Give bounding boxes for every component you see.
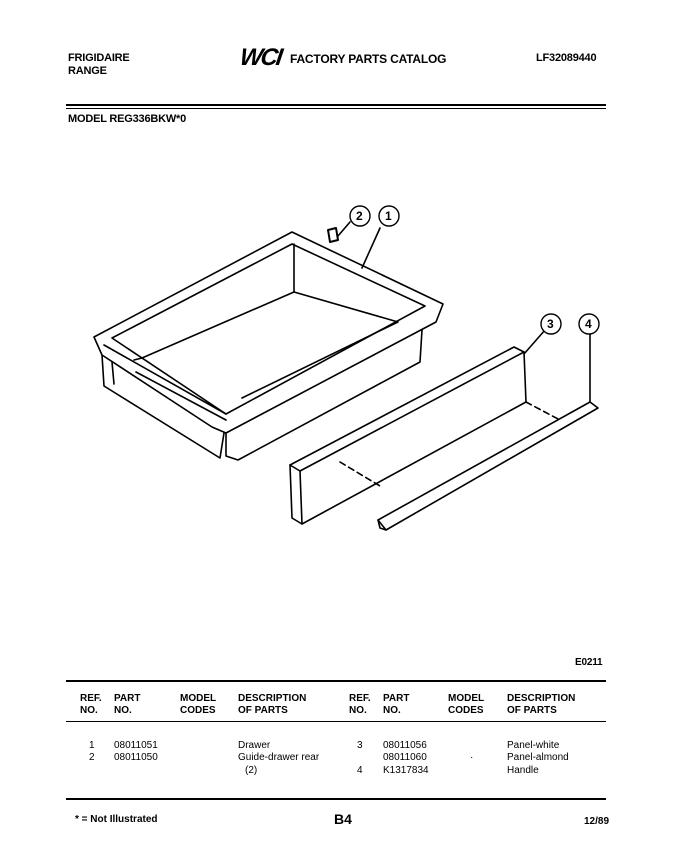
header-part-no: NO. xyxy=(114,705,132,716)
table-rule-header xyxy=(66,721,606,722)
header-part: PART xyxy=(383,693,410,704)
panel-part xyxy=(290,347,526,524)
page-number: B4 xyxy=(334,811,352,827)
figure-code: E0211 xyxy=(575,657,603,668)
table-rule-top xyxy=(66,680,606,682)
part-no: 08011051 xyxy=(114,740,158,751)
part-description: Drawer xyxy=(238,740,271,751)
part-no: 08011050 xyxy=(114,752,158,763)
header-desc: DESCRIPTION xyxy=(238,693,307,704)
header-model-codes: CODES xyxy=(448,705,484,716)
part-no: 08011060 xyxy=(383,752,427,763)
header-ref-no: NO. xyxy=(80,705,98,716)
ref-no: 2 xyxy=(89,752,95,763)
header-ref-no: NO. xyxy=(349,705,367,716)
product-type: RANGE xyxy=(68,65,107,77)
header-model-codes: CODES xyxy=(180,705,216,716)
header-model-left xyxy=(180,693,216,717)
header-ref: REF. xyxy=(80,693,102,704)
header-part-no: NO. xyxy=(383,705,401,716)
table-row xyxy=(89,740,95,752)
guide-clip-part xyxy=(328,228,338,242)
ref-no: 4 xyxy=(357,765,363,776)
header-ref-left xyxy=(80,693,102,717)
catalog-number: LF32089440 xyxy=(536,52,597,64)
model-label: MODEL REG336BKW*0 xyxy=(68,113,187,125)
header-model: MODEL xyxy=(448,693,485,704)
footer-note: * = Not Illustrated xyxy=(75,814,158,825)
ref-no: 3 xyxy=(357,740,363,751)
part-no: 08011056 xyxy=(383,740,427,751)
header-part-left xyxy=(114,693,140,717)
callout-1: 1 xyxy=(385,209,392,223)
header-part: PART xyxy=(114,693,141,704)
header-desc-of-parts: OF PARTS xyxy=(507,705,557,716)
brand-name: FRIGIDAIRE xyxy=(68,52,130,64)
drawer-part xyxy=(94,232,443,433)
wci-logo: WCI xyxy=(238,44,283,71)
header-model-right xyxy=(448,693,484,717)
header-desc: DESCRIPTION xyxy=(507,693,576,704)
part-description: Guide-drawer rear xyxy=(238,752,320,763)
part-description: Panel-white xyxy=(507,740,560,751)
dot-mark: · xyxy=(470,752,474,763)
handle-part xyxy=(378,402,598,530)
callout-3: 3 xyxy=(547,317,554,331)
header-desc-right xyxy=(507,693,575,717)
callout-2: 2 xyxy=(356,209,363,223)
header-desc-of-parts: OF PARTS xyxy=(238,705,288,716)
header-ref-right xyxy=(349,693,371,717)
header-part-right xyxy=(383,693,409,717)
header-model: MODEL xyxy=(180,693,217,704)
callout-4: 4 xyxy=(585,317,592,331)
header-desc-left xyxy=(238,693,306,717)
catalog-title: FACTORY PARTS CATALOG xyxy=(290,52,447,66)
part-description: Handle xyxy=(507,765,539,776)
ref-no: 1 xyxy=(89,740,95,751)
part-description-qty: (2) xyxy=(245,765,258,776)
part-no: K1317834 xyxy=(383,765,429,776)
header-ref: REF. xyxy=(349,693,371,704)
part-description: Panel-almond xyxy=(507,752,569,763)
table-rule-bottom xyxy=(66,798,606,800)
footer-date: 12/89 xyxy=(584,816,610,827)
table-row xyxy=(89,752,95,764)
